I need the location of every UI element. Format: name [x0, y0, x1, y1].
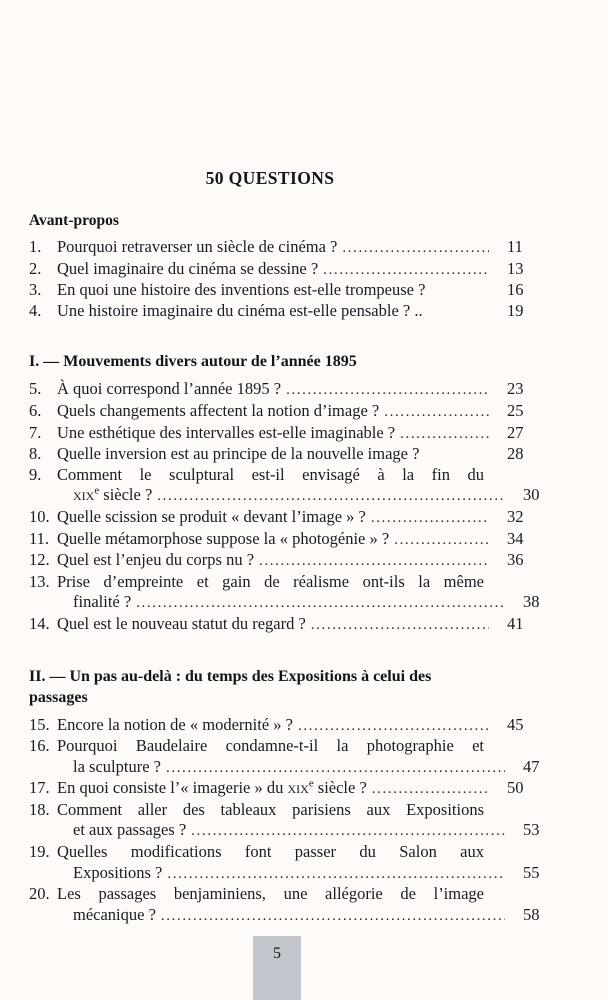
- toc-entry-list: [29, 237, 549, 321]
- toc-entry-number: 9.: [29, 464, 42, 484]
- toc-page-number: 36: [507, 550, 524, 570]
- toc-entry-text: Encore la notion de « modernité » ?: [57, 714, 293, 734]
- toc-entry-number: 3.: [29, 280, 42, 300]
- toc-entry-body: [57, 507, 549, 529]
- toc-entry-body: [57, 614, 549, 636]
- toc-entry-text: Quels changements affectent la notion d’image ?: [57, 400, 380, 420]
- toc-entry-body: [57, 715, 549, 737]
- toc-entry-text: Quelles modifications font passer du Salon aux: [57, 842, 484, 862]
- toc-entry-text: Quel est l’enjeu du corps nu ?: [57, 550, 255, 570]
- toc-page-number: 55: [523, 862, 540, 882]
- toc-entry-number: 20.: [29, 884, 50, 904]
- dot-leader: [157, 486, 505, 507]
- toc-entry-text: Quelle inversion est au principe de la nouvelle image ?: [57, 444, 420, 464]
- toc-entry[interactable]: [29, 736, 549, 778]
- toc-entry-line: [57, 485, 565, 507]
- toc-entry-number: 1.: [29, 237, 42, 256]
- toc-entry-number: 5.: [29, 379, 42, 399]
- toc-entry-line: [57, 301, 549, 322]
- toc-entry-body: [57, 529, 549, 551]
- toc-entry-text: Pourquoi retraverser un siècle de cinéma ?: [57, 237, 338, 256]
- section-heading-section-ii: II. — Un pas au-delà : du temps des Expositions à celui des passages: [29, 667, 432, 706]
- toc-entry-line: [57, 529, 549, 551]
- toc-entry-line: [57, 507, 549, 529]
- dot-leader: [372, 779, 489, 800]
- toc-entry[interactable]: [29, 423, 549, 445]
- toc-entry-number: 13.: [29, 571, 50, 591]
- toc-entry-line: [57, 778, 549, 800]
- dot-leader: [166, 758, 505, 779]
- toc-entry-line: [57, 820, 565, 842]
- toc-entry-text: Quel est le nouveau statut du regard ?: [57, 613, 306, 633]
- toc-entry-text: Pourquoi Baudelaire condamne-t-il la photographie et: [57, 736, 484, 756]
- toc-entry-line: [57, 757, 565, 779]
- dot-leader: [286, 380, 489, 401]
- toc-entry-body: [57, 444, 549, 465]
- toc-entry-body: [57, 572, 549, 614]
- toc-entry-text: Quel imaginaire du cinéma se dessine ?: [57, 258, 319, 278]
- toc-entry-number: 11.: [29, 528, 50, 548]
- toc-entry-line: [57, 259, 549, 281]
- toc-entry-text: xix$^e$ siècle ?: [73, 484, 153, 505]
- toc-entry[interactable]: [29, 444, 549, 465]
- toc-page-number: 50: [507, 778, 524, 798]
- toc-entry[interactable]: [29, 259, 549, 281]
- toc-entry-text: Comment aller des tableaux parisiens aux Expositions: [57, 799, 484, 819]
- toc-entry-line: [57, 572, 549, 593]
- toc-entry-line: [57, 237, 549, 259]
- toc-entry-line: [57, 465, 549, 486]
- toc-entry[interactable]: [29, 465, 549, 507]
- toc-entry-text: Prise d’empreinte et gain de réalisme ont-ils la même: [57, 571, 484, 591]
- toc-page-number: 11: [507, 237, 523, 256]
- toc-page-number: 53: [523, 820, 540, 840]
- toc-entry-number: 7.: [29, 422, 42, 442]
- toc-entry-body: [57, 884, 549, 926]
- toc-entry-body: [57, 423, 549, 445]
- toc-entry-body: [57, 379, 549, 401]
- toc-entry-line: [57, 884, 549, 905]
- toc-page-number: 16: [507, 280, 524, 300]
- toc-page-number: 38: [523, 592, 540, 612]
- dot-leader: [311, 615, 489, 636]
- dot-leader: [136, 593, 505, 614]
- folio-highlight: [253, 936, 301, 1000]
- dot-leader: [167, 864, 505, 885]
- toc-entry-body: [57, 800, 549, 842]
- toc-entry[interactable]: [29, 572, 549, 614]
- toc-entry[interactable]: [29, 237, 549, 259]
- page-title: 50 QUESTIONS: [205, 168, 335, 188]
- toc-entry-line: [57, 842, 549, 863]
- toc-entry-text: À quoi correspond l’année 1895 ?: [57, 379, 282, 399]
- toc-entry[interactable]: [29, 379, 549, 401]
- toc-page-number: 32: [507, 506, 524, 526]
- toc-entry-line: [57, 550, 549, 572]
- toc-page-number: 25: [507, 400, 524, 420]
- toc-page-number: 28: [507, 444, 524, 464]
- toc-entry-line: [57, 736, 549, 757]
- dot-leader: [323, 260, 489, 281]
- toc-page-number: 34: [507, 528, 524, 548]
- page-number: 5: [273, 945, 281, 962]
- toc-entry-body: [57, 237, 549, 259]
- toc-entry-text: En quoi une histoire des inventions est-elle trompeuse ?: [57, 280, 426, 300]
- dot-leader: [400, 424, 489, 445]
- toc-entry-number: 14.: [29, 613, 50, 633]
- toc-entry[interactable]: [29, 280, 549, 301]
- toc-entry-line: [57, 800, 549, 821]
- toc-page-number: 30: [523, 485, 540, 505]
- toc-entry-text: la sculpture ?: [73, 756, 161, 776]
- toc-entry-number: 16.: [29, 736, 50, 756]
- toc-entry-line: [57, 592, 565, 614]
- toc-entry-body: [57, 465, 549, 507]
- dot-leader: [259, 551, 489, 572]
- toc-entry-body: [57, 401, 549, 423]
- toc-entry-number: 6.: [29, 400, 42, 420]
- dot-leader: [342, 238, 489, 259]
- toc-entry-body: [57, 550, 549, 572]
- toc-entry-text: Expositions ?: [73, 862, 163, 882]
- dot-leader: [371, 508, 489, 529]
- toc-entry-line: [57, 379, 549, 401]
- toc-entry-text: mécanique ?: [73, 904, 156, 924]
- toc-entry[interactable]: [29, 715, 549, 737]
- toc-entry-list: [29, 379, 549, 635]
- dot-leader: [384, 402, 489, 423]
- toc-entry-text: Quelle scission se produit « devant l’image » ?: [57, 506, 366, 526]
- toc-entry-line: [57, 280, 549, 301]
- dot-leader: [161, 906, 505, 927]
- toc-page-number: 23: [507, 379, 524, 399]
- toc-entry-body: [57, 301, 549, 322]
- toc-page-number: 13: [507, 258, 524, 278]
- dot-leader: [191, 821, 505, 842]
- toc-entry-text: et aux passages ?: [73, 820, 187, 840]
- toc-entry-list: [29, 715, 549, 927]
- toc-entry-number: 18.: [29, 799, 50, 819]
- toc-entry-body: [57, 280, 549, 301]
- toc-entry[interactable]: [29, 842, 549, 884]
- toc-entry-number: 12.: [29, 550, 50, 570]
- dot-leader: [298, 716, 489, 737]
- century-smallcaps: xix: [287, 778, 309, 798]
- toc-entry-number: 2.: [29, 258, 42, 278]
- toc-page-number: 45: [507, 714, 524, 734]
- toc-entry[interactable]: [29, 884, 549, 926]
- toc-entry[interactable]: [29, 800, 549, 842]
- toc-entry-text: finalité ?: [73, 592, 132, 612]
- toc-page-number: 58: [523, 904, 540, 924]
- toc-entry-line: [57, 905, 565, 927]
- section-heading-section-i: I. — Mouvements divers autour de l’année 1895: [29, 353, 357, 371]
- toc-entry[interactable]: [29, 529, 549, 551]
- toc-entry[interactable]: [29, 550, 549, 572]
- table-of-contents: [29, 168, 549, 926]
- sections-container: [29, 210, 549, 926]
- toc-entry-line: [57, 715, 549, 737]
- toc-entry[interactable]: [29, 301, 549, 322]
- toc-entry-number: 10.: [29, 506, 50, 526]
- toc-entry-body: [57, 842, 549, 884]
- toc-entry-text: Une esthétique des intervalles est-elle imaginable ?: [57, 422, 396, 442]
- toc-entry-text: En quoi consiste l’« imagerie » du xix$^e$ siècle ?: [57, 777, 367, 798]
- toc-entry-body: [57, 778, 549, 800]
- toc-entry[interactable]: [29, 778, 549, 800]
- toc-entry-line: [57, 444, 549, 465]
- toc-page-number: 19: [507, 300, 524, 320]
- toc-page-number: 27: [507, 422, 524, 442]
- toc-entry-text: Une histoire imaginaire du cinéma est-elle pensable ? ..: [57, 300, 423, 320]
- toc-entry-line: [57, 614, 549, 636]
- toc-entry-number: 8.: [29, 444, 42, 464]
- toc-entry[interactable]: [29, 614, 549, 636]
- toc-entry-line: [57, 863, 565, 885]
- toc-entry-body: [57, 736, 549, 778]
- toc-entry-number: 17.: [29, 778, 50, 798]
- toc-entry-line: [57, 423, 549, 445]
- toc-entry[interactable]: [29, 507, 549, 529]
- section-heading-avant-propos: Avant-propos: [29, 212, 119, 229]
- toc-page-number: 47: [523, 756, 540, 776]
- toc-entry-number: 15.: [29, 714, 50, 734]
- dot-leader: [394, 530, 489, 551]
- toc-entry-text: Quelle métamorphose suppose la « photogénie » ?: [57, 528, 390, 548]
- toc-page-number: 41: [507, 613, 524, 633]
- toc-entry-number: 4.: [29, 300, 42, 320]
- toc-entry[interactable]: [29, 401, 549, 423]
- toc-entry-number: 19.: [29, 842, 50, 862]
- century-smallcaps: xix: [73, 485, 95, 505]
- toc-entry-text: Comment le sculptural est-il envisagé à la fin du: [57, 464, 484, 484]
- toc-entry-body: [57, 259, 549, 281]
- toc-entry-text: Les passages benjaminiens, une allégorie de l’image: [57, 884, 484, 904]
- toc-entry-line: [57, 401, 549, 423]
